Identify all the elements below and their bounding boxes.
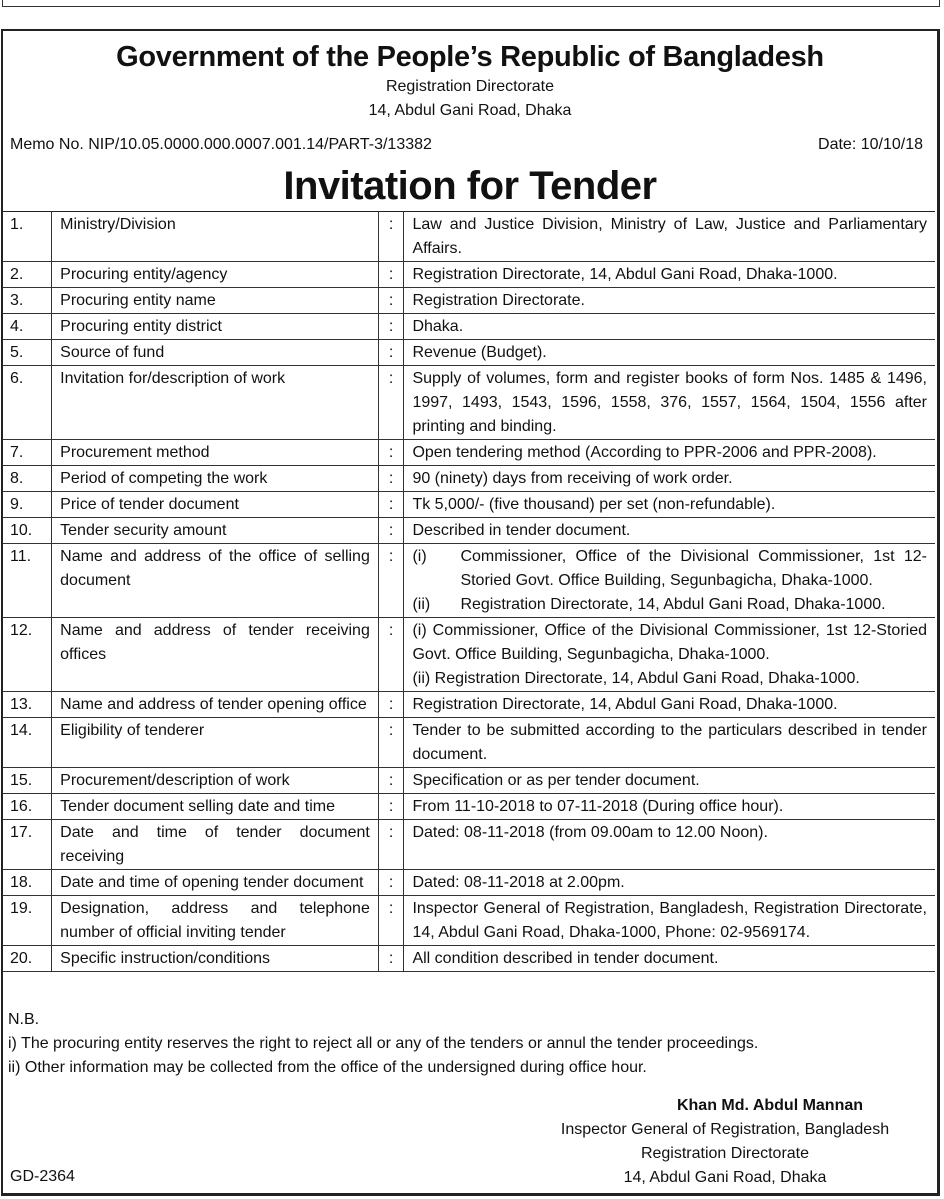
row-label: Name and address of tender receiving offices <box>52 618 379 692</box>
value-text: Supply of volumes, form and register books of form Nos. 1485 & 1496, 1997, 1493, 1543, 1596, 1558, 376, 1557, 1564, 1504, 1556 after printing and binding. <box>412 370 927 435</box>
value-text: All condition described in tender document. <box>412 950 719 967</box>
value-text: Specification or as per tender document. <box>412 772 700 789</box>
row-value <box>404 518 935 544</box>
top-strip <box>2 0 940 7</box>
row-separator: : <box>378 896 404 946</box>
table-row <box>3 718 935 768</box>
row-label: Procuring entity district <box>52 314 379 340</box>
value-text: (i) Commissioner, Office of the Divisional Commissioner, 1st 12-Storied Govt. Office Building, Segunbagicha, Dhaka-1000. <box>412 622 927 663</box>
row-separator: : <box>378 366 404 440</box>
row-label: Name and address of tender opening office <box>52 692 379 718</box>
row-value <box>404 492 935 518</box>
row-number: 14. <box>3 718 52 768</box>
value-text: 90 (ninety) days from receiving of work order. <box>412 470 733 487</box>
memo-number: Memo No. NIP/10.05.0000.000.0007.001.14/PART-3/13382 <box>10 136 432 153</box>
row-label: Eligibility of tenderer <box>52 718 379 768</box>
row-value <box>404 692 935 718</box>
value-option <box>412 545 927 593</box>
row-separator: : <box>378 794 404 820</box>
table-row <box>3 870 935 896</box>
value-text: Dated: 08-11-2018 (from 09.00am to 12.00 Noon). <box>412 824 768 841</box>
value-text: Open tendering method (According to PPR-2006 and PPR-2008). <box>412 444 877 461</box>
row-separator: : <box>378 870 404 896</box>
option-text: Commissioner, Office of the Divisional Commissioner, 1st 12-Storied Govt. Office Building, Segunbagicha, Dhaka-1000. <box>460 548 927 589</box>
row-label: Name and address of the office of selling document <box>52 544 379 618</box>
value-text: Inspector General of Registration, Bangladesh, Registration Directorate, 14, Abdul Gani Road, Dhaka-1000, Phone: 02-9569174. <box>412 900 927 941</box>
table-row <box>3 820 935 870</box>
row-separator: : <box>378 212 404 262</box>
row-separator: : <box>378 518 404 544</box>
row-separator: : <box>378 466 404 492</box>
option-tag: (ii) <box>412 596 431 613</box>
row-number: 5. <box>3 340 52 366</box>
value-text: Described in tender document. <box>412 522 631 539</box>
row-number: 1. <box>3 212 52 262</box>
table-row <box>3 288 935 314</box>
value-text: Tender to be submitted according to the particulars described in tender document. <box>412 722 927 763</box>
row-label: Date and time of opening tender document <box>52 870 379 896</box>
table-row <box>3 518 935 544</box>
row-separator: : <box>378 262 404 288</box>
row-separator: : <box>378 718 404 768</box>
row-label: Period of competing the work <box>52 466 379 492</box>
value-option <box>412 593 927 617</box>
row-value <box>404 340 935 366</box>
row-value <box>404 794 935 820</box>
row-label: Tender security amount <box>52 518 379 544</box>
row-separator: : <box>378 768 404 794</box>
page-title: Invitation for Tender <box>283 164 657 208</box>
row-number: 19. <box>3 896 52 946</box>
row-label: Procurement/description of work <box>52 768 379 794</box>
row-number: 12. <box>3 618 52 692</box>
value-text: Dated: 08-11-2018 at 2.00pm. <box>412 874 625 891</box>
row-value <box>404 212 935 262</box>
row-separator: : <box>378 288 404 314</box>
table-row <box>3 262 935 288</box>
value-text: (ii) Registration Directorate, 14, Abdul Gani Road, Dhaka-1000. <box>412 670 860 687</box>
row-number: 3. <box>3 288 52 314</box>
option-tag: (i) <box>412 548 427 565</box>
directorate-address: 14, Abdul Gani Road, Dhaka <box>368 102 572 119</box>
row-label: Procuring entity name <box>52 288 379 314</box>
row-value <box>404 288 935 314</box>
row-separator: : <box>378 544 404 618</box>
table-row <box>3 492 935 518</box>
row-value <box>404 262 935 288</box>
row-number: 6. <box>3 366 52 440</box>
row-separator: : <box>378 314 404 340</box>
table-row <box>3 692 935 718</box>
table-row <box>3 896 935 946</box>
row-value <box>404 440 935 466</box>
signatory-office: Registration Directorate <box>640 1145 810 1162</box>
value-text: From 11-10-2018 to 07-11-2018 (During office hour). <box>412 798 784 815</box>
directorate-name: Registration Directorate <box>385 78 555 95</box>
table-row <box>3 466 935 492</box>
row-number: 2. <box>3 262 52 288</box>
value-text: Revenue (Budget). <box>412 344 547 361</box>
table-row <box>3 946 935 972</box>
row-number: 9. <box>3 492 52 518</box>
value-text: Registration Directorate, 14, Abdul Gani Road, Dhaka-1000. <box>412 696 838 713</box>
row-number: 10. <box>3 518 52 544</box>
row-label: Procuring entity/agency <box>52 262 379 288</box>
row-number: 18. <box>3 870 52 896</box>
table-row <box>3 618 935 692</box>
row-label: Specific instruction/conditions <box>52 946 379 972</box>
row-separator: : <box>378 820 404 870</box>
row-value <box>404 544 935 618</box>
value-text: Dhaka. <box>412 318 464 335</box>
value-text: Registration Directorate, 14, Abdul Gani Road, Dhaka-1000. <box>412 266 838 283</box>
row-separator: : <box>378 946 404 972</box>
row-label: Ministry/Division <box>52 212 379 262</box>
gd-code: GD-2364 <box>10 1168 75 1185</box>
row-value <box>404 618 935 692</box>
note-line: ii) Other information may be collected from the office of the undersigned during office hour. <box>8 1059 647 1076</box>
row-label: Date and time of tender document receiving <box>52 820 379 870</box>
tender-table <box>3 211 935 972</box>
row-label: Invitation for/description of work <box>52 366 379 440</box>
row-number: 13. <box>3 692 52 718</box>
row-value <box>404 314 935 340</box>
row-label: Price of tender document <box>52 492 379 518</box>
memo-date: Date: 10/10/18 <box>818 136 923 153</box>
row-label: Procurement method <box>52 440 379 466</box>
table-row <box>3 314 935 340</box>
row-label: Designation, address and telephone number of official inviting tender <box>52 896 379 946</box>
row-number: 15. <box>3 768 52 794</box>
table-row <box>3 544 935 618</box>
row-value <box>404 768 935 794</box>
tender-notice <box>1 29 940 1196</box>
row-value <box>404 896 935 946</box>
row-value <box>404 466 935 492</box>
value-text: Tk 5,000/- (five thousand) per set (non-refundable). <box>412 496 776 513</box>
row-separator: : <box>378 492 404 518</box>
signatory-name: Khan Md. Abdul Mannan <box>676 1097 864 1114</box>
note-line: i) The procuring entity reserves the right to reject all or any of the tenders or annul the tender proceedings. <box>8 1035 759 1052</box>
row-value <box>404 946 935 972</box>
table-row <box>3 212 935 262</box>
signatory-designation: Inspector General of Registration, Bangladesh <box>560 1121 890 1138</box>
row-separator: : <box>378 340 404 366</box>
table-row <box>3 366 935 440</box>
row-number: 20. <box>3 946 52 972</box>
row-number: 17. <box>3 820 52 870</box>
row-number: 11. <box>3 544 52 618</box>
value-text: Registration Directorate. <box>412 292 585 309</box>
signatory-address: 14, Abdul Gani Road, Dhaka <box>623 1169 827 1186</box>
row-number: 4. <box>3 314 52 340</box>
row-value <box>404 718 935 768</box>
table-row <box>3 340 935 366</box>
table-row <box>3 768 935 794</box>
row-number: 16. <box>3 794 52 820</box>
table-row <box>3 440 935 466</box>
signature-block <box>525 1094 925 1190</box>
nb-label: N.B. <box>8 1011 40 1028</box>
option-text: Registration Directorate, 14, Abdul Gani Road, Dhaka-1000. <box>460 596 886 613</box>
row-value <box>404 870 935 896</box>
row-separator: : <box>378 618 404 692</box>
row-value <box>404 820 935 870</box>
row-label: Tender document selling date and time <box>52 794 379 820</box>
table-row <box>3 794 935 820</box>
government-title: Government of the People’s Republic of Bangladesh <box>116 41 824 73</box>
value-text: Law and Justice Division, Ministry of Law, Justice and Parliamentary Affairs. <box>412 216 927 257</box>
row-separator: : <box>378 692 404 718</box>
row-value <box>404 366 935 440</box>
notes <box>8 1008 758 1080</box>
row-label: Source of fund <box>52 340 379 366</box>
row-separator: : <box>378 440 404 466</box>
row-number: 7. <box>3 440 52 466</box>
row-number: 8. <box>3 466 52 492</box>
